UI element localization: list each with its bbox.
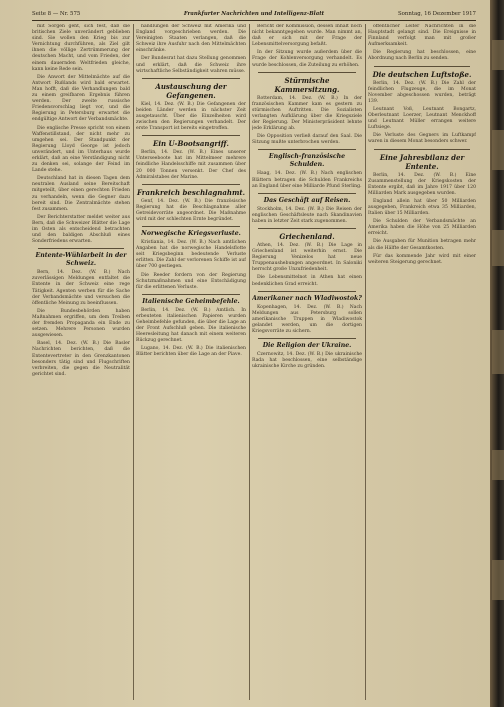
section-divider [142,294,240,295]
page-edge [490,0,504,707]
article-paragraph: Die Schulden der Verbandsmächte an Amerika haben die Höhe von 25 Milliarden erreicht. [368,219,476,237]
article-paragraph: Der Bundesrat hat dazu Stellung genommen und erklärt, daß die Schweiz ihre wirtschaftliche Selbständigkeit wahren müsse. [136,56,246,74]
article-paragraph: Athen, 14. Dez. (W. B.) Die Lage in Griechenland ist weiterhin ernst. Die Regierung Venizelos hat neue Truppenaushebungen angeordnet. In Saloniki herrscht große Unzufriedenheit. [252,242,362,273]
article-paragraph: Die Bundesbehörden haben Maßnahmen ergriffen, um dem Treiben der fremden Propaganda ein Ende zu setzen. Mehrere Personen wurden ausgewiesen. [32,308,130,339]
article-paragraph: Berlin, 14. Dez. (W. B.) Eine Zusammenstellung der Kriegskosten der Entente ergibt, daß im Jahre 1917 über 120 Milliarden Mark ausgegeben wurden. [368,172,476,196]
article-headline: Griechenland. [279,231,335,241]
article-paragraph: Für das kommende Jahr wird mit einer weiteren Steigerung gerechnet. [368,253,476,265]
article-paragraph: Leutnant Voß, Leutnant Bongartz, Oberleutnant Loerzer, Leutnant Menckhoff und Leutnant Müller errangen weitere Luftsiege. [368,106,476,131]
article-paragraph: Die Verluste des Gegners im Luftkampf waren in diesem Monat besonders schwer. [368,133,476,145]
article-headline: Norwegische Kriegsverluste. [141,230,241,238]
article-paragraph: Die Regierung hat beschlossen, eine Abordnung nach Berlin zu senden. [368,50,476,62]
section-divider [258,149,356,150]
column-1 [32,24,130,700]
section-divider [374,149,470,150]
section-divider [38,248,124,249]
section-divider [142,78,240,79]
article-paragraph: Bern, 14. Dez. (W. B.) Nach zuverlässigen Meldungen entfaltet die Entente in der Schweiz eine rege Tätigkeit. Agenten werben für die Sache der Verbandsmächte und versuchen die öffentliche Meinung zu beeinflussen. [32,270,130,306]
article-headline: Frankreich beschlagnahmt. [136,187,246,197]
section-divider [374,66,470,67]
column-rule [249,24,250,700]
issue-date: Sonntag, 16 Dezember 1917 [397,11,476,17]
column-3 [252,24,362,700]
article-paragraph: Kristiania, 14. Dez. (W. B.) Nach amtlichen Angaben hat die norwegische Handelsflotte seit Kriegsbeginn bedeutende Verluste erlitten. Die Zahl der verlorenen Schiffe ist auf über 700 gestiegen. [136,240,246,270]
article-headline: Eine Jahresbilanz der Entente. [379,152,465,171]
section-divider [258,338,356,339]
masthead-title: Frankfurter Nachrichten und Intelligenz-Blatt [183,11,325,17]
article-headline: Das Geschäft auf Reisen. [263,196,351,204]
article-paragraph: Genf, 14. Dez. (W. B.) Die französische Regierung hat die Beschlagnahme aller Getreidevorräte angeordnet. Die Maßnahme wird mit der schlechten Ernte begründet. [136,198,246,222]
article-paragraph: Der Berichterstatter meldet weiter aus Bern, daß die Schweizer Blätter die Lage im Osten als entscheidend betrachten und den baldigen Abschluß eines Sonderfriedens erwarten. [32,214,130,245]
article-paragraph: Stockholm, 14. Dez. (W. B.) Die Reisen der englischen Geschäftsleute nach Skandinavien haben in letzter Zeit stark zugenommen. [252,206,362,224]
article-paragraph: Die englische Presse spricht von einem Waffenstillstand, der nicht mehr zu umgehen sei. Der Standpunkt der Regierung Lloyd George ist jedoch unverändert, und im Unterhaus wurde erklärt, daß an eine Verständigung nicht zu denken sei, solange der Feind im Lande stehe. [32,125,130,174]
article-paragraph: Die Lebensmittelnot in Athen hat einen bedenklichen Grad erreicht. [252,275,362,287]
article-headline: Stürmische Kammersitzung. [274,75,340,94]
section-divider [258,228,356,229]
section-divider [142,135,240,136]
article-headline: Entente-Wühlarbeit in der Schweiz. [35,252,127,268]
article-paragraph: Kopenhagen, 14. Dez. (W. B.) Nach Meldungen aus Petersburg sollen amerikanische Truppen in Wladiwostok gelandet werden, um die dortigen Kriegsvorräte zu sichern. [252,304,362,334]
article-paragraph: Die Reeder fordern von der Regierung Schutzmaßnahmen und eine Entschädigung für die erlittenen Verluste. [136,272,246,290]
section-divider [142,184,240,185]
article-paragraph: Lugano, 14. Dez. (W. B.) Die italienischen Blätter berichten über die Lage an der Piave. [136,346,246,358]
column-rule [365,24,366,700]
page-number: Seite 8 — Nr. 575 [32,11,81,17]
article-headline: Die deutschen Luftstoße. [372,69,472,79]
article-paragraph: Berlin, 14. Dez. (W. B.) Amtlich. In erbeuteten italienischen Papieren wurden Geheimbefehle gefunden, die über die Lage an der Front Aufschluß geben. Die italienische Heeresleitung hat danach mit einem weiteren Rückzug gerechnet. [136,307,246,344]
article-paragraph: Die Ausgaben für Munition betragen mehr als die Hälfte der Gesamtkosten. [368,239,476,251]
article-paragraph: In der Sitzung wurde außerdem über die Frage der Kohlenversorgung verhandelt. Es wurde beschlossen, die Zuteilung zu erhöhen. [252,50,362,68]
article-paragraph: Rotterdam, 14. Dez. (W. B.) In der französischen Kammer kam es gestern zu stürmischen Auftritten. Die Sozialisten verlangten Aufklärung über die Kriegsziele der Regierung. Der Ministerpräsident lehnte jede Erklärung ab. [252,95,362,132]
article-paragraph: mit Sorgen geht, sich fest, daß die britischen Ziele unverändert geblieben sind. Sie wollen den Krieg bis zur Vernichtung durchführen, als Ziel gilt ihnen die völlige Zertrümmerung der deutschen Macht, und vom Frieden, der einem dauernden Weltfrieden gleiche, kann keine Rede sein. [32,24,130,72]
article-paragraph: öffentlicher Leiter Nachrichten in die Hauptstadt gelangt sind. Die Ereignisse in Finnland verfolgt man mit großer Aufmerksamkeit. [368,24,476,48]
article-paragraph: Bericht der Kommission, dessen Inhalt noch nicht bekanntgegeben wurde. Man nimmt an, daß er sich mit der Frage der Lebensmittelversorgung befaßt. [252,24,362,48]
article-paragraph: Deutschland hat in diesen Tagen dem neutralen Ausland seine Bereitschaft mitgeteilt, über einen gerechten Frieden zu verhandeln, wenn die Gegner dazu bereit sind. Die Zentralmächte stehen fest zusammen. [32,176,130,212]
section-divider [258,193,356,194]
section-divider [258,72,356,73]
article-paragraph: Kiel, 14. Dez. (W. B.) Die Gefangenen der beiden Länder werden in nächster Zeit ausgetauscht. Über die Einzelheiten wird zwischen den Regierungen verhandelt. Der erste Transport ist bereits eingetroffen. [136,101,246,132]
article-headline: Austauschung der Gefangenen. [155,81,227,100]
article-headline: Die Religion der Ukraine. [262,342,352,350]
article-paragraph: Die Opposition verließ darauf den Saal. Die Sitzung mußte unterbrochen werden. [252,134,362,146]
article-paragraph: Berlin, 14. Dez. (W. B.) Eines unserer Unterseeboote hat im Mittelmeer mehrere feindliche Handelsschiffe mit zusammen über 20 000 Tonnen versenkt. Der Chef des Admiralstabes der Marine. [136,150,246,180]
section-divider [142,226,240,227]
section-divider [258,291,356,292]
article-headline: Englisch-französische Schulden. [268,153,346,169]
article-paragraph: Basel, 14. Dez. (W. B.) Die Basler Nachrichten berichten, daß die Ententevertreter in den Grenzkantonen besonders tätig sind und Flugschriften verbreiten, die gegen die Neutralität gerichtet sind. [32,341,130,377]
article-headline: Amerikaner nach Wladiwostok? [252,294,362,302]
article-headline: Ein U-Bootsangriff. [153,139,229,149]
page-header [32,8,476,21]
article-paragraph: England allein hat über 50 Milliarden ausgegeben, Frankreich etwa 35 Milliarden, Italien über 15 Milliarden. [368,198,476,217]
article-paragraph: Die Anwort der Mittelmächte auf die Antwort Rußlands wird bald erwartet. Man hofft, daß die Verhandlungen bald zu einem greifbaren Ergebnis führen werden. Der zweite russische Friedensvorschlag liegt vor, und die Regierung in Petersburg erwartet die endgültige Antwort der Verbandsmächte. [32,74,130,123]
article-paragraph: handlungen der Schweiz mit Amerika und England vorgeschrieben werden. Die Vereinigten Staaten verlangen, daß die Schweiz ihre Ausfuhr nach den Mittelmächten einschränke. [136,24,246,54]
article-paragraph: Czernowitz, 14. Dez. (W. B.) Die ukrainische Rada hat beschlossen, eine selbständige ukrainische Kirche zu gründen. [252,352,362,370]
article-paragraph: Haag, 14. Dez. (W. B.) Nach englischen Blättern betragen die Schulden Frankreichs an England über eine Milliarde Pfund Sterling. [252,171,362,189]
article-headline: Italienische Geheimbefehle. [142,297,240,305]
column-rule [133,24,134,700]
column-2 [136,24,246,700]
article-paragraph: Berlin, 14. Dez. (W. B.) Die Zahl der feindlichen Flugzeuge, die im Monat November abgeschossen wurden, beträgt 139. [368,80,476,104]
column-4 [368,24,476,700]
